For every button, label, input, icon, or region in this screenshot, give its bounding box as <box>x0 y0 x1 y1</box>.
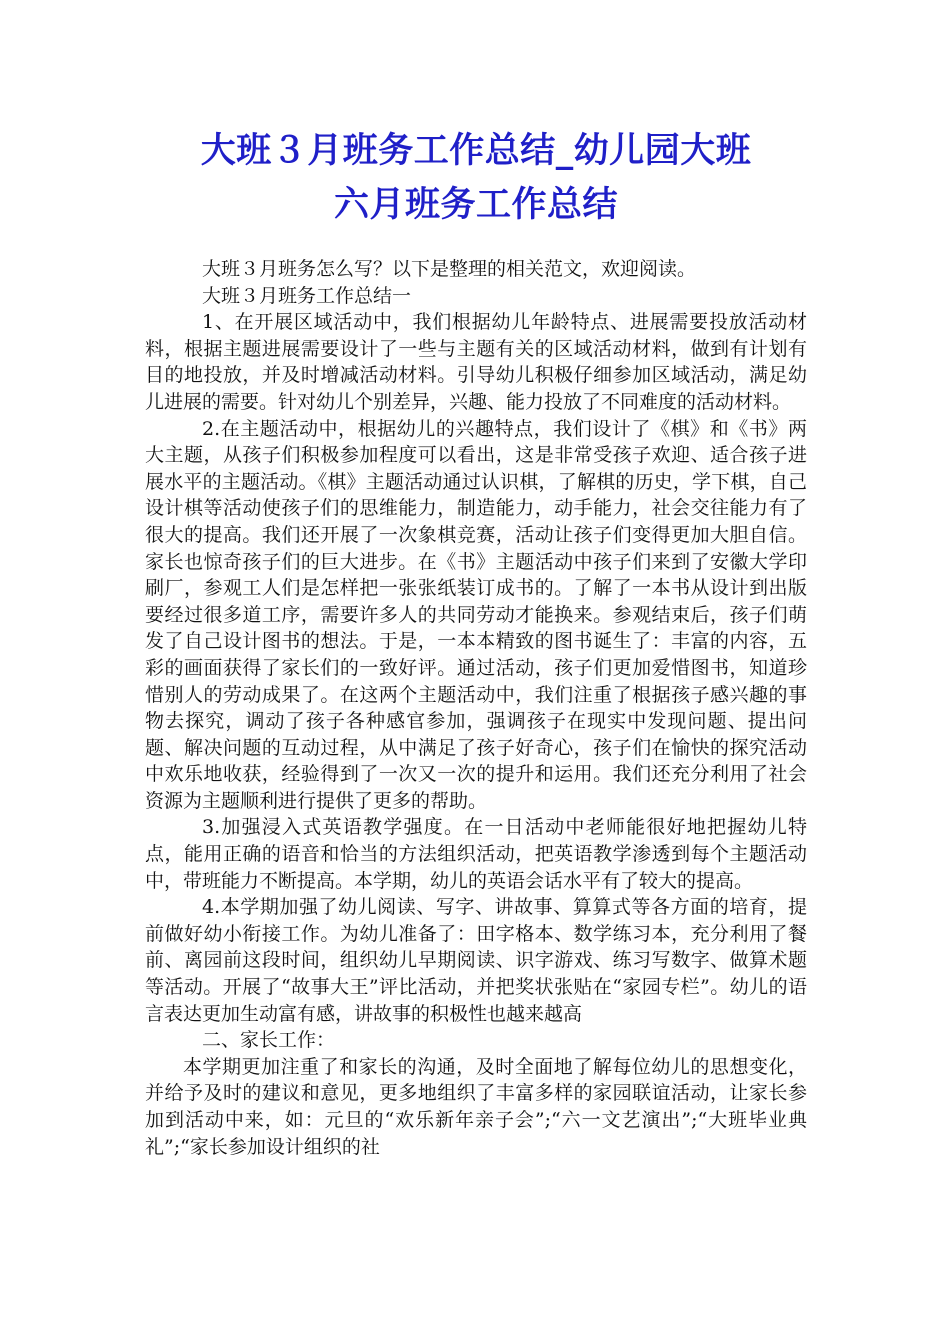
title-line-2: 六月班务工作总结 <box>333 184 618 225</box>
document-body <box>145 256 807 1160</box>
paragraph-item-1: 1、在开展区域活动中，我们根据幼儿年龄特点、进展需要投放活动材料，根据主题进展需要设计了一些与主题有关的区域活动材料，做到有计划有目的地投放，并及时增减活动材料。引导幼儿积极仔细参加区域活动，满足幼儿进展的需要。针对幼儿个别差异，兴趣、能力投放了不同难度的活动材料。 <box>145 311 807 413</box>
paragraph-parent-work: 本学期更加注重了和家长的沟通，及时全面地了解每位幼儿的思想变化，并给予及时的建议和意见，更多地组织了丰富多样的家园联谊活动，让家长参加到活动中来，如：元旦的“欢乐新年亲子会”;“六一文艺演出”;“大班毕业典礼”;“家长参加设计组织的社 <box>145 1055 807 1158</box>
document-page <box>145 124 807 1160</box>
paragraph-item-4: 4.本学期加强了幼儿阅读、写字、讲故事、算算式等各方面的培育，提前做好幼小衔接工作。为幼儿准备了：田字格本、数学练习本，充分利用了餐前、离园前这段时间，组织幼儿早期阅读、识字游戏、练习写数字、做算术题等活动。开展了“故事大王”评比活动，并把奖状张贴在“家园专栏”。幼儿的语言表达更加生动富有感，讲故事的积极性也越来越高 <box>145 896 807 1025</box>
paragraph-item-2: 2.在主题活动中，根据幼儿的兴趣特点，我们设计了《棋》和《书》两大主题，从孩子们积极参加程度可以看出，这是非常受孩子欢迎、适合孩子进展水平的主题活动。《棋》主题活动通过认识棋，了解棋的历史，学下棋，自己设计棋等活动使孩子们的思维能力，制造能力，动手能力，社会交往能力有了很大的提高。我们还开展了一次象棋竞赛，活动让孩子们变得更加大胆自信。家长也惊奇孩子们的巨大进步。在《书》主题活动中孩子们来到了安徽大学印刷厂，参观工人们是怎样把一张张纸装订成书的。了解了一本书从设计到出版要经过很多道工序，需要许多人的共同劳动才能换来。参观结束后，孩子们萌发了自己设计图书的想法。于是，一本本精致的图书诞生了：丰富的内容，五彩的画面获得了家长们的一致好评。通过活动，孩子们更加爱惜图书，知道珍惜别人的劳动成果了。在这两个主题活动中，我们注重了根据孩子感兴趣的事物去探究，调动了孩子各种感官参加，强调孩子在现实中发现问题、提出问题、解决问题的互动过程，从中满足了孩子好奇心，孩子们在愉快的探究活动中欢乐地收获，经验得到了一次又一次的提升和运用。我们还充分利用了社会资源为主题顺利进行提供了更多的帮助。 <box>145 417 807 812</box>
section-heading-parent-work: 二、家长工作： <box>202 1029 336 1052</box>
section-heading-summary-one: 大班３月班务工作总结一 <box>202 284 412 307</box>
paragraph-item-3: 3.加强浸入式英语教学强度。在一日活动中老师能很好地把握幼儿特点，能用正确的语音和恰当的方法组织活动，把英语教学渗透到每个主题活动中，带班能力不断提高。本学期，幼儿的英语会话水平有了较大的提高。 <box>145 816 807 892</box>
title-line-1: 大班３月班务工作总结_幼儿园大班 <box>200 130 752 171</box>
intro-paragraph: 大班３月班务怎么写？以下是整理的相关范文，欢迎阅读。 <box>202 258 697 280</box>
document-title <box>145 124 807 232</box>
